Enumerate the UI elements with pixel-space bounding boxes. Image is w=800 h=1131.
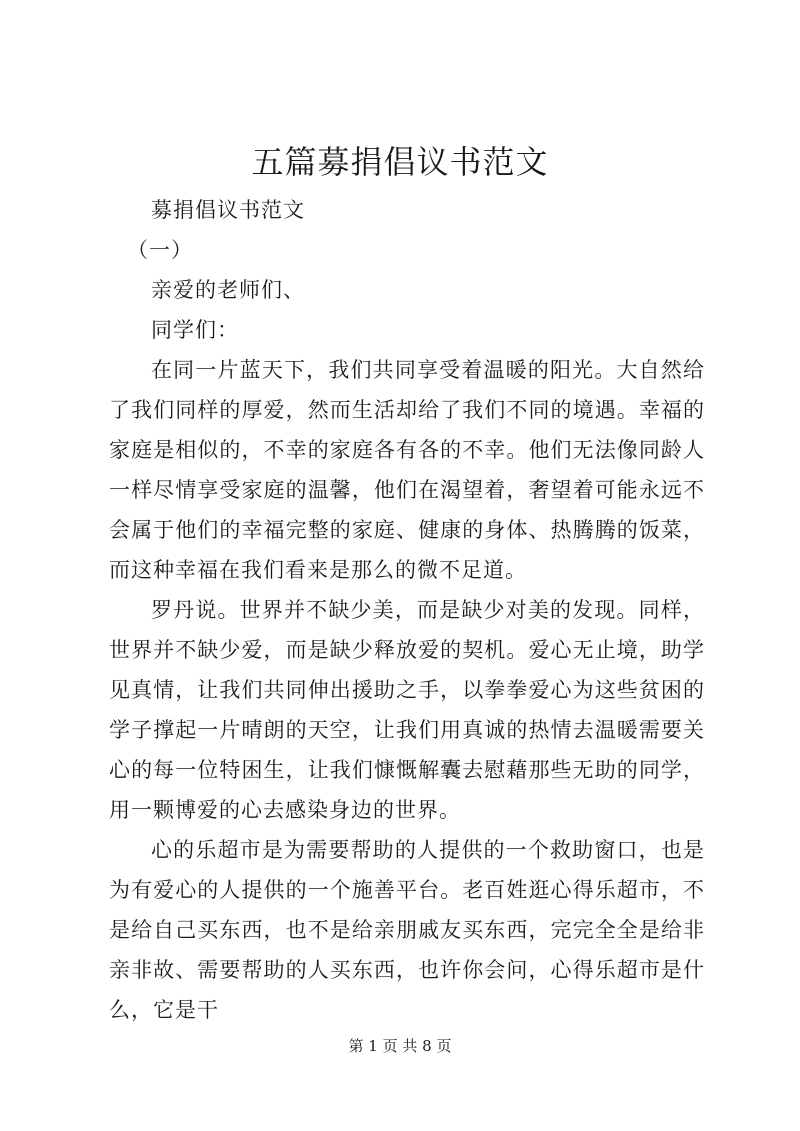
salutation-line-2: 同学们：: [151, 318, 239, 342]
body-paragraph: 心的乐超市是为需要帮助的人提供的一个救助窗口，也是为有爱心的人提供的一个施善平台。老百姓逛心得乐超市，不是给自己买东西，也不是给亲朋戚友买东西，完完全全是给非亲非故、需要帮助的人买东西，也许你会问，心得乐超市是什么，它是干: [109, 838, 705, 1022]
section-number: （一）: [127, 238, 193, 262]
document-title: 五篇募捐倡议书范文: [251, 143, 549, 181]
subtitle-paragraph: 募捐倡议书范文: [151, 198, 305, 222]
page-number-footer: 第 1 页 共 8 页: [348, 1037, 452, 1055]
body-paragraph: 罗丹说。世界并不缺少美，而是缺少对美的发现。同样，世界并不缺少爱，而是缺少释放爱的契机。爱心无止境，助学见真情，让我们共同伸出援助之手，以拳拳爱心为这些贫困的学子撑起一片晴朗的天空，让我们用真诚的热情去温暖需要关心的每一位特困生，让我们慷慨解囊去慰藉那些无助的同学，用一颗博爱的心去感染身边的世界。: [109, 598, 705, 822]
body-paragraph: 在同一片蓝天下，我们共同享受着温暖的阳光。大自然给了我们同样的厚爱，然而生活却给了我们不同的境遇。幸福的家庭是相似的，不幸的家庭各有各的不幸。他们无法像同龄人一样尽情享受家庭的温馨，他们在渴望着，奢望着可能永远不会属于他们的幸福完整的家庭、健康的身体、热腾腾的饭菜，而这种幸福在我们看来是那么的微不足道。: [109, 358, 705, 582]
salutation-line-1: 亲爱的老师们、: [151, 278, 305, 302]
document-body: [109, 190, 705, 1030]
